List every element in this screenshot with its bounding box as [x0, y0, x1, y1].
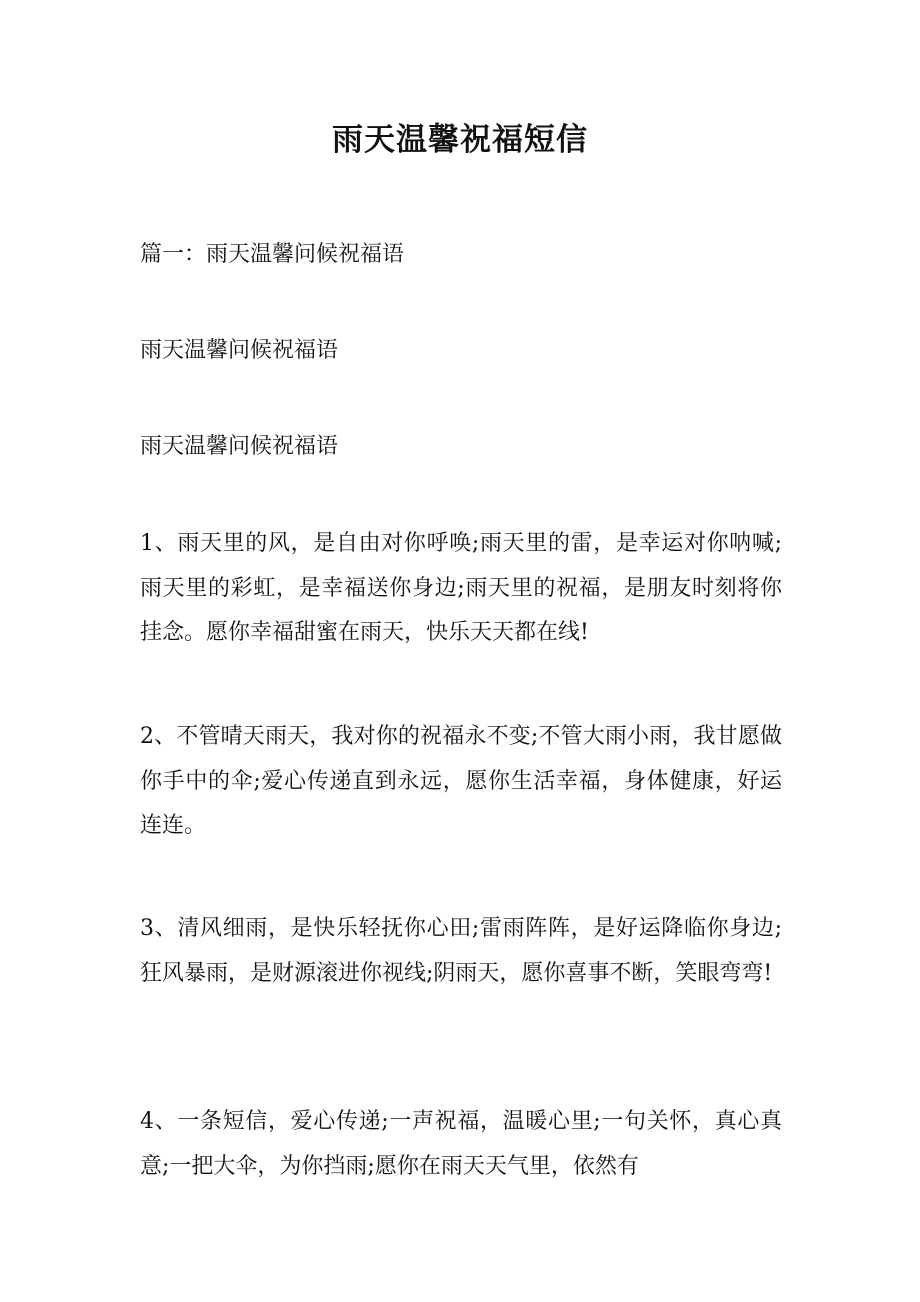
subheading: 雨天温馨问候祝福语 [140, 434, 339, 459]
subheading: 雨天温馨问候祝福语 [140, 338, 339, 363]
section-heading: 篇一：雨天温馨问候祝福语 [140, 242, 405, 267]
paragraph-4: 4、一条短信，爱心传递;一声祝福，温暖心里;一句关怀，真心真意;一把大伞，为你挡雨;愿你在雨天天气里，依然有 [140, 1109, 782, 1179]
document-title: 雨天温馨祝福短信 [332, 122, 588, 158]
paragraph-2: 2、不管晴天雨天，我对你的祝福永不变;不管大雨小雨，我甘愿做你手中的伞;爱心传递直到永远，愿你生活幸福，身体健康，好运连连。 [140, 724, 782, 838]
paragraph-1: 1、雨天里的风，是自由对你呼唤;雨天里的雷，是幸运对你呐喊;雨天里的彩虹，是幸福送你身边;雨天里的祝福，是朋友时刻将你挂念。愿你幸福甜蜜在雨天，快乐天天都在线! [140, 531, 782, 645]
paragraph-3: 3、清风细雨，是快乐轻抚你心田;雷雨阵阵，是好运降临你身边;狂风暴雨，是财源滚进你视线;阴雨天，愿你喜事不断，笑眼弯弯! [140, 916, 782, 986]
